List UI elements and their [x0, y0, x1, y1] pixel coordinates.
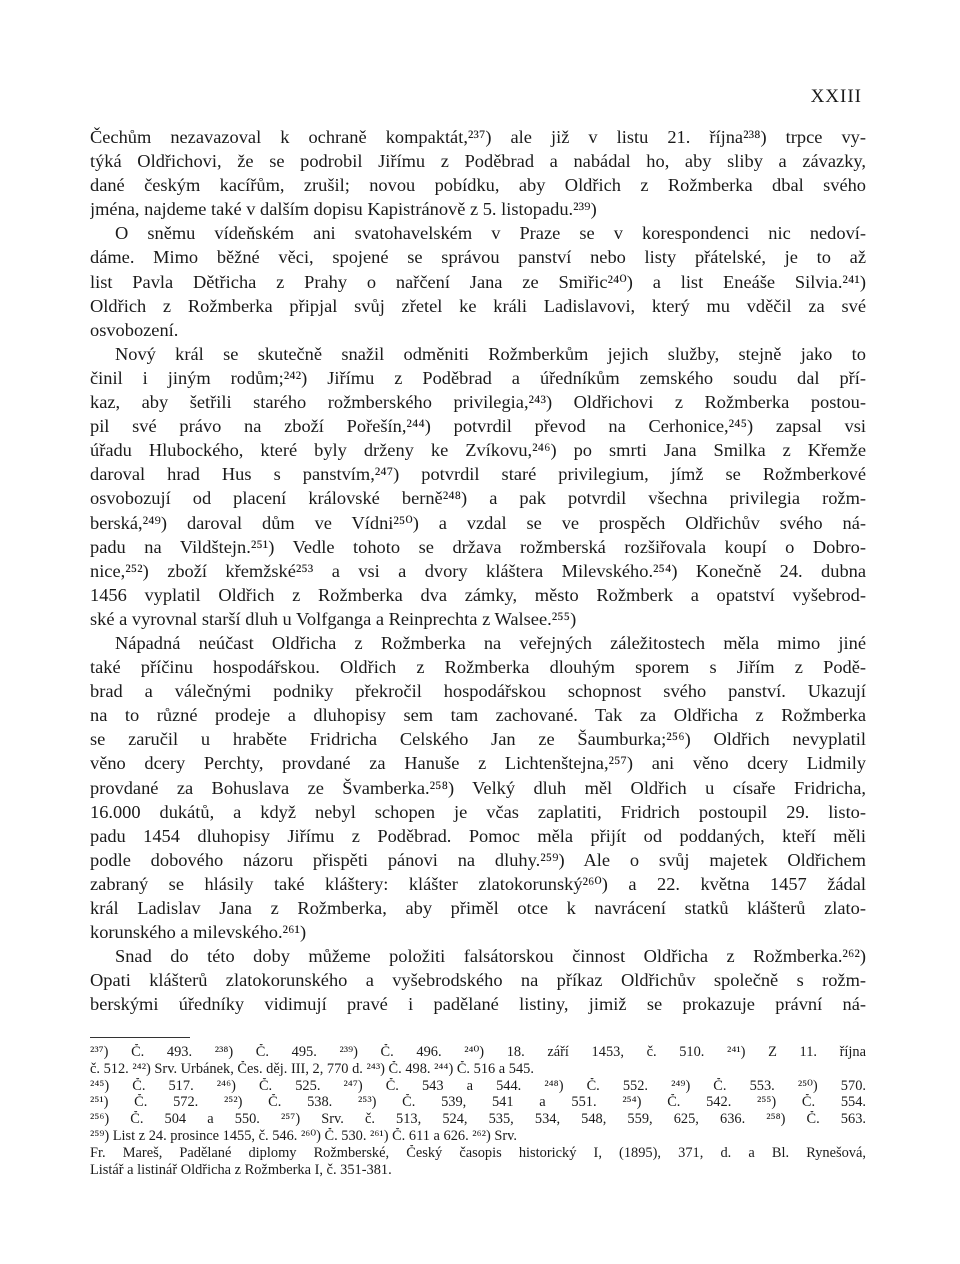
footnote-line: ²⁴⁵) Č. 517. ²⁴⁶) Č. 525. ²⁴⁷) Č. 543 a 544. ²⁴⁸) Č. 552. ²⁴⁹) Č. 553. ²⁵⁰) 570.	[90, 1077, 866, 1094]
page-number: XXIII	[810, 86, 862, 107]
text-line: činil i jiným rodům;²⁴²) Jiřímu z Poděbrad a úředníkům zemského soudu dal pří-	[90, 367, 866, 388]
text-line: jména, najdeme také v dalším dopisu Kapistránově z 5. listopadu.²³⁹)	[90, 199, 597, 220]
footnote-line: ²⁵⁶) Č. 504 a 550. ²⁵⁷) Srv. č. 513, 524, 535, 534, 548, 559, 625, 636. ²⁵⁸) Č. 563.	[90, 1111, 866, 1128]
main-text	[90, 125, 866, 1016]
text-line: Čechům nezavazoval k ochraně kompaktát,²³⁷) ale již v listu 21. října²³⁸) trpce vy-	[90, 127, 866, 147]
text-line: podle dobového názoru přispěti pánovi na dluhy.²⁵⁹) Ale o svůj majetek Oldřichem	[90, 849, 866, 870]
footnote-line: ²³⁷) Č. 493. ²³⁸) Č. 495. ²³⁹) Č. 496. ²⁴⁰) 18. září 1453, č. 510. ²⁴¹) Z 11. října	[90, 1044, 866, 1060]
text-line: Oldřich z Rožmberka připjal svůj zřetel ke králi Ladislavovi, který mu vděčil za své	[90, 295, 866, 316]
text-line: týká Oldřichovi, že se podrobil Jiřímu z Poděbrad a nabádal ho, aby sliby a závazky,	[90, 151, 866, 172]
text-line: kaz, aby šetřili starého rožmberského privilegia,²⁴³) Oldřichovi z Rožmberka postou-	[90, 392, 866, 413]
text-line: Nápadná neúčast Oldřicha z Rožmberka na veřejných záležitostech měla mimo jiné	[115, 632, 866, 653]
text-line: osvobozují od placení královské berně²⁴⁸) a pak potvrdil všechna privilegia rožm-	[90, 488, 866, 509]
text-line: berskými úředníky vidimují pravé i padělané listiny, jimiž se prokazuje právní ná-	[90, 994, 866, 1015]
text-line: se zaručil u hraběte Fridricha Celského Jan ze Šaumburka;²⁵⁶) Oldřich nevyplatil	[90, 729, 866, 750]
footnote-line: č. 512. ²⁴²) Srv. Urbánek, Čes. děj. III, 2, 770 d. ²⁴³) Č. 498. ²⁴⁴) Č. 516 a 545.	[90, 1060, 534, 1077]
text-line: dané českým kacířům, zrušil; novou pobídku, aby Oldřich z Rožmberka dbal svého	[90, 175, 866, 196]
text-line: brad a válečnými podniky překročil hospodářskou schopnost svého panství. Ukazují	[90, 681, 866, 702]
footnotes	[90, 1044, 866, 1178]
text-line: král Ladislav Jana z Rožmberka, aby přiměl otce k navrácení statků klášterů zlato-	[90, 898, 866, 918]
footnote-line: Listář a listinář Oldřicha z Rožmberka I, č. 351-381.	[90, 1161, 392, 1178]
text-line: také příčinu hospodářskou. Oldřich z Rožmberka dlouhým sporem s Jiřím z Podě-	[90, 657, 866, 678]
text-line: korunského a milevského.²⁶¹)	[90, 922, 307, 943]
text-line: 1456 vyplatil Oldřich z Rožmberka dva zámky, město Rožmberk a opatství vyšebrod-	[90, 584, 866, 605]
footnote-line: ²⁵¹) Č. 572. ²⁵²) Č. 538. ²⁵³) Č. 539, 541 a 551. ²⁵⁴) Č. 542. ²⁵⁵) Č. 554.	[90, 1094, 866, 1111]
text-line: Nový král se skutečně snažil odměniti Rožmberkům jejich služby, stejně jako to	[115, 343, 866, 364]
text-line: úřadu Hlubockého, které byly drženy ke Zvíkovu,²⁴⁶) po smrti Jana Smilka z Křemže	[90, 440, 866, 461]
text-line: O sněmu vídeňském ani svatohavelském v Praze se v korespondenci nic nedoví-	[115, 223, 866, 244]
text-line: věno dcery Perchty, provdané za Hanuše z Lichtenštejna,²⁵⁷) ani věno dcery Lidmily	[90, 753, 866, 774]
footnote-separator	[90, 1037, 190, 1038]
text-line: padu 1454 dluhopisy Jiřímu z Poděbrad. Pomoc měla přijít od poddaných, kteří měli	[90, 825, 866, 846]
text-line: 16.000 dukátů, a když nebyl schopen je včas zaplatiti, Fridrich postoupil 29. listo-	[90, 801, 866, 822]
text-line: dáme. Mimo běžné věci, spojené se správou panství nebo listy přátelské, je to až	[90, 247, 866, 268]
text-line: Opati klášterů zlatokorunského a vyšebrodského na příkaz Oldřichův společně s rožm-	[90, 970, 866, 991]
text-line: zabraný se hlásily také kláštery: klášter zlatokorunský²⁶⁰) a 22. května 1457 žádal	[90, 873, 866, 894]
text-line: na to různé prodeje a dluhopisy sem tam zachované. Tak za Oldřicha z Rožmberka	[90, 705, 866, 726]
text-line: provdané za Bohuslava ze Švamberka.²⁵⁸) Velký dluh měl Oldřich u císaře Fridricha,	[90, 777, 866, 798]
text-line: Snad do této doby můžeme položiti falsátorskou činnost Oldřicha z Rožmberka.²⁶²)	[115, 946, 866, 967]
text-line: padu na Vildštejn.²⁵¹) Vedle tohoto se država rožmberská rozšiřovala koupí o Dobro-	[90, 536, 866, 557]
text-line: pil své právo na zboží Pořešín,²⁴⁴) potvrdil převod na Cerhonice,²⁴⁵) zapsal vsi	[90, 416, 866, 437]
text-line: nice,²⁵²) zboží křemžské²⁵³ a vsi a dvory kláštera Milevského.²⁵⁴) Konečně 24. dubna	[90, 560, 866, 581]
text-line: daroval hrad Hus s panstvím,²⁴⁷) potvrdil staré privilegium, jímž se Rožmberkové	[90, 464, 866, 485]
text-line: list Pavla Dětřicha z Prahy o nařčení Jana ze Smiřic²⁴⁰) a list Eneáše Silvia.²⁴¹)	[90, 271, 866, 292]
text-line: ské a vyrovnal starší dluh u Volfganga a Reinprechta z Walsee.²⁵⁵)	[90, 608, 577, 629]
footnote-line: Fr. Mareš, Padělané diplomy Rožmberské, Český časopis historický I, (1895), 371, d. a Bl. Rynešová,	[90, 1144, 866, 1161]
footnote-line: ²⁵⁹) List z 24. prosince 1455, č. 546. ²⁶⁰) Č. 530. ²⁶¹) Č. 611 a 626. ²⁶²) Srv.	[90, 1127, 517, 1144]
text-line: berská,²⁴⁹) daroval dům ve Vídni²⁵⁰) a vzdal se ve prospěch Oldřichův svého ná-	[90, 512, 866, 533]
text-line: osvobození.	[90, 319, 179, 340]
